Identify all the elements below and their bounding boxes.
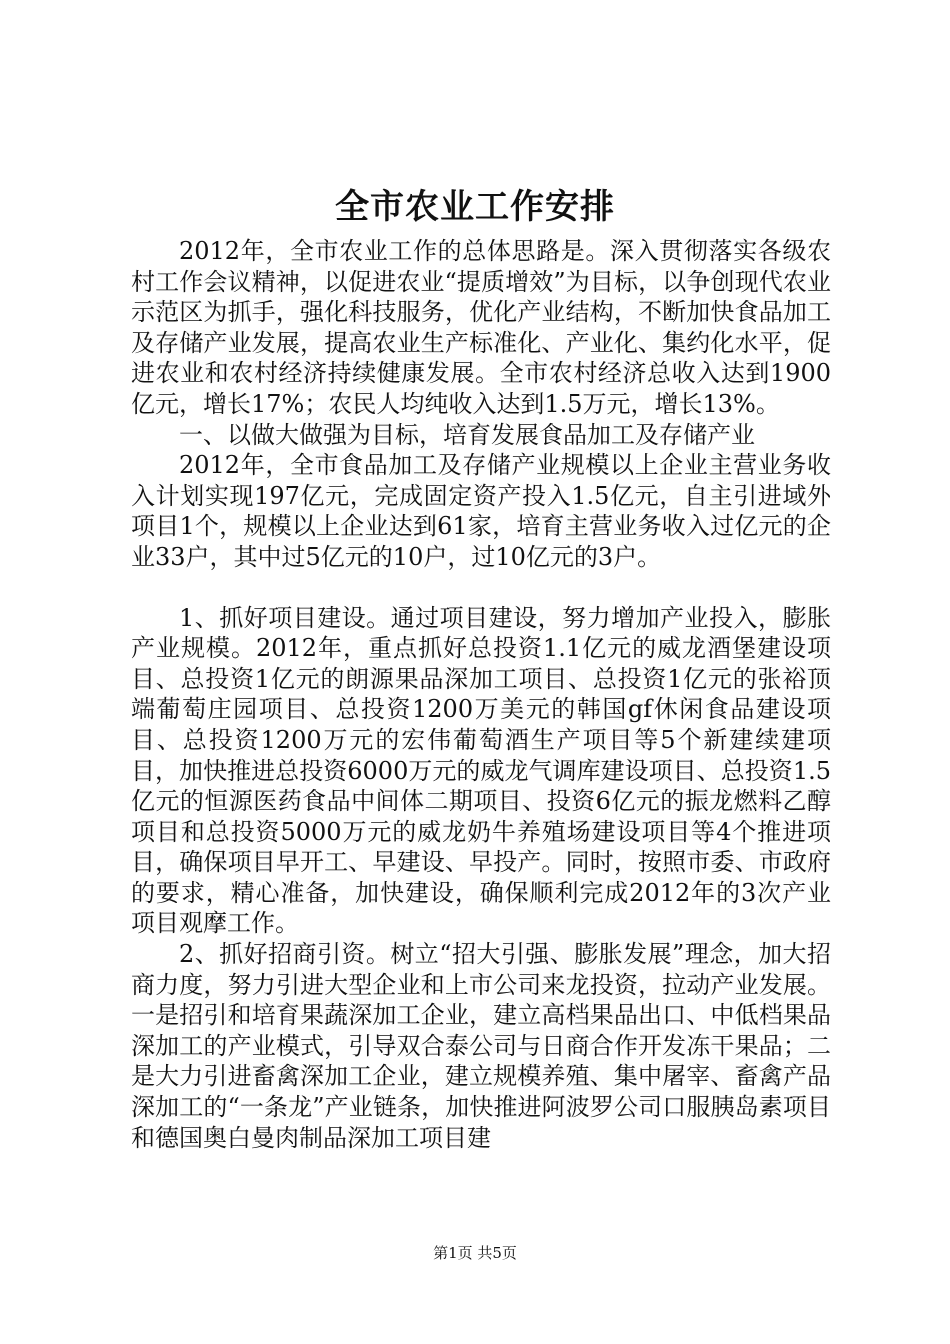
page-number-footer: 第1页 共5页 — [433, 1244, 517, 1262]
paragraph-investment-attraction: 2、抓好招商引资。树立“招大引强、膨胀发展”理念，加大招商力度，努力引进大型企业和上市公司来龙投资，拉动产业发展。一是招引和培育果蔬深加工企业，建立高档果品出口、中低档果品深加工的产业模式，引导双合泰公司与日商合作开发冻干果品；二是大力引进畜禽深加工企业，建立规模养殖、集中屠宰、畜禽产品深加工的“一条龙”产业链条，加快推进阿波罗公司口服胰岛素项目和德国奥白曼肉制品深加工项目建 — [131, 940, 831, 1152]
section-heading-1: 一、以做大做强为目标，培育发展食品加工及存储产业 — [179, 420, 755, 449]
document-title: 全市农业工作安排 — [335, 187, 615, 227]
paragraph-food-industry: 2012年，全市食品加工及存储产业规模以上企业主营业务收入计划实现197亿元，完成固定资产投入1.5亿元，自主引进域外项目1个，规模以上企业达到61家，培育主营业务收入过亿元的企业33户，其中过5亿元的10户，过10亿元的3户。 — [131, 451, 831, 571]
document-body — [131, 236, 831, 1153]
paragraph-intro: 2012年，全市农业工作的总体思路是。深入贯彻落实各级农村工作会议精神，以促进农业“提质增效”为目标，以争创现代农业示范区为抓手，强化科技服务，优化产业结构，不断加快食品加工及存储产业发展，提高农业生产标准化、产业化、集约化水平，促进农业和农村经济持续健康发展。全市农村经济总收入达到1900亿元，增长17%；农民人均纯收入达到1.5万元，增长13%。 — [131, 237, 831, 418]
paragraph-project-construction: 1、抓好项目建设。通过项目建设，努力增加产业投入，膨胀产业规模。2012年，重点抓好总投资1.1亿元的威龙酒堡建设项目、总投资1亿元的朗源果品深加工项目、总投资1亿元的张裕顶端葡萄庄园项目、总投资1200万美元的韩国gf休闲食品建设项目、总投资1200万元的宏伟葡萄酒生产项目等5个新建续建项目，加快推进总投资6000万元的威龙气调库建设项目、总投资1.5亿元的恒源医药食品中间体二期项目、投资6亿元的振龙燃料乙醇项目和总投资5000万元的威龙奶牛养殖场建设项目等4个推进项目，确保项目早开工、早建设、早投产。同时，按照市委、市政府的要求，精心准备，加快建设，确保顺利完成2012年的3次产业项目观摩工作。 — [131, 603, 831, 938]
